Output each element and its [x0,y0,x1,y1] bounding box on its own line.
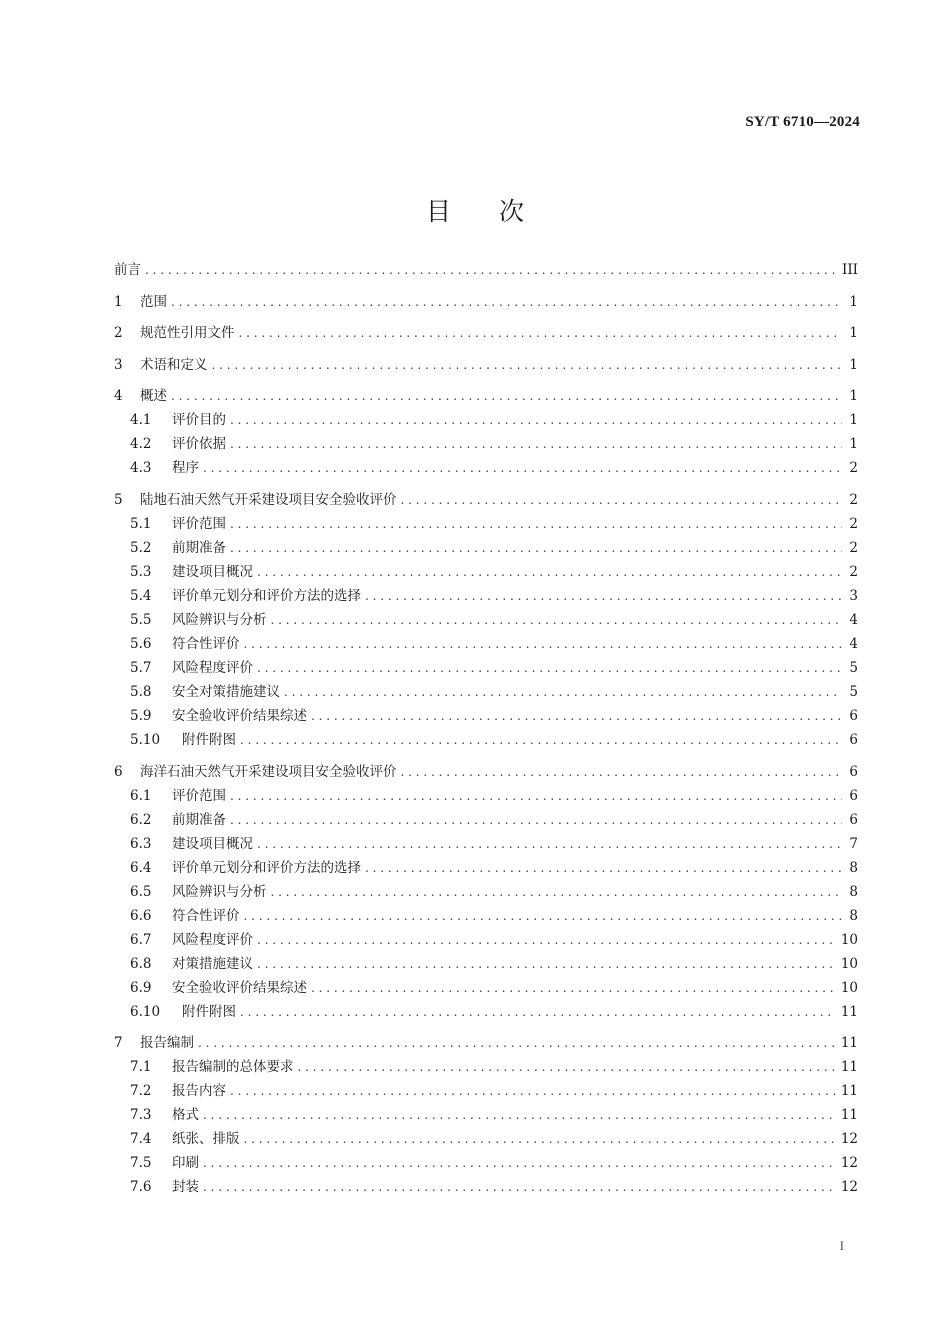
toc-entry[interactable] [114,728,858,752]
toc-leader-dots [145,258,836,282]
toc-entry[interactable] [114,1127,858,1151]
toc-entry-label: 前期准备 [172,539,226,556]
toc-leader-dots [244,904,843,928]
toc-entry[interactable] [114,928,858,952]
toc-entry-number: 7.4 [130,1131,152,1148]
toc-entry-page: 1 [849,436,858,453]
toc-entry-page: 1 [849,388,858,405]
toc-entry-number: 5.10 [130,731,161,748]
toc-entry[interactable] [114,560,858,584]
toc-entry-number: 5.3 [130,563,152,580]
toc-leader-dots [257,952,835,976]
toc-leader-dots [244,632,843,656]
toc-entry-label: 报告内容 [172,1083,226,1100]
toc-entry-label: 评价范围 [172,787,226,804]
toc-entry[interactable] [114,1103,858,1127]
toc-entry-page: 7 [849,835,858,852]
toc-entry-label: 范围 [140,293,167,310]
toc-leader-dots [230,784,842,808]
toc-entry-label: 附件附图 [182,731,236,748]
toc-leader-dots [257,656,842,680]
toc-leader-dots [240,1000,835,1024]
toc-entry-page: 8 [849,883,858,900]
toc-leader-dots [257,928,835,952]
toc-entry-number: 5.8 [130,683,152,700]
toc-entry-number: 7.2 [130,1083,152,1100]
toc-entry-page: 12 [840,1179,858,1196]
toc-leader-dots [198,1031,835,1055]
toc-entry-number: 6.3 [130,835,152,852]
toc-leader-dots [230,432,842,456]
standard-code: SY/T 6710—2024 [745,114,860,130]
toc-entry[interactable] [114,384,858,408]
toc-entry-number: 5.2 [130,539,152,556]
toc-entry[interactable] [114,832,858,856]
toc-entry-page: 2 [849,515,858,532]
toc-leader-dots [230,512,842,536]
toc-entry-number: 6.8 [130,955,152,972]
toc-leader-dots [401,488,843,512]
toc-entry[interactable] [114,353,858,377]
toc-entry-page: 1 [849,356,858,373]
toc-entry[interactable] [114,1079,858,1103]
toc-entry[interactable] [114,512,858,536]
toc-entry-page: 8 [849,859,858,876]
toc-entry-label: 安全对策措施建议 [172,683,280,700]
toc-leader-dots [230,808,842,832]
toc-entry-number: 4.1 [130,412,152,429]
toc-entry-page: 4 [849,611,858,628]
toc-entry[interactable] [114,1031,858,1055]
toc-entry-page: 12 [840,1131,858,1148]
toc-entry-page: 11 [840,1107,858,1124]
toc-entry[interactable] [114,632,858,656]
toc-entry-number: 7.3 [130,1107,152,1124]
toc-entry-label: 海洋石油天然气开采建设项目安全验收评价 [140,763,397,780]
toc-entry-page: 2 [849,460,858,477]
toc-entry-number: 7.5 [130,1155,152,1172]
toc-title [0,192,950,228]
toc-entry-page: 6 [849,811,858,828]
toc-leader-dots [257,560,842,584]
toc-entry-label: 符合性评价 [172,635,240,652]
toc-entry-page: 10 [840,955,858,972]
toc-leader-dots [365,856,842,880]
toc-entry-label: 风险辨识与分析 [172,611,267,628]
toc-entry-label: 安全验收评价结果综述 [172,707,307,724]
toc-entry[interactable] [114,408,858,432]
toc-entry[interactable] [114,488,858,512]
toc-entry-label: 规范性引用文件 [140,325,235,342]
toc-entry[interactable] [114,1151,858,1175]
toc-entry-label: 符合性评价 [172,907,240,924]
toc-entry-label: 风险辨识与分析 [172,883,267,900]
toc-entry-page: 3 [849,587,858,604]
toc-entry[interactable] [114,456,858,480]
toc-leader-dots [240,728,842,752]
toc-leader-dots [311,704,842,728]
toc-entry[interactable] [114,321,858,345]
toc-entry-number: 1 [114,293,123,310]
toc-leader-dots [257,832,842,856]
toc-leader-dots [271,608,843,632]
toc-entry-page: 6 [849,707,858,724]
toc-title-char-1: 目 [425,197,451,226]
toc-entry-label: 评价目的 [172,412,226,429]
toc-entry[interactable] [114,880,858,904]
toc-leader-dots [203,456,842,480]
toc-entry-number: 4.3 [130,460,152,477]
toc-entry-label: 陆地石油天然气开采建设项目安全验收评价 [140,491,397,508]
toc-entry-label: 前言 [114,262,141,278]
toc-entry-label: 报告编制 [140,1035,194,1052]
toc-leader-dots [239,321,843,345]
toc-leader-dots [311,976,835,1000]
toc-entry-number: 6.10 [130,1003,161,1020]
toc-leader-dots [212,353,843,377]
toc-entry-label: 建设项目概况 [172,563,253,580]
toc-entry-page: 4 [849,635,858,652]
toc-leader-dots [230,1079,835,1103]
toc-entry[interactable] [114,608,858,632]
toc-entry-label: 前期准备 [172,811,226,828]
table-of-contents [114,258,858,1199]
toc-leader-dots [401,760,843,784]
toc-entry[interactable] [114,432,858,456]
toc-entry-label: 印刷 [172,1155,199,1172]
toc-entry-page: 5 [849,659,858,676]
toc-leader-dots [365,584,842,608]
toc-entry-label: 建设项目概况 [172,835,253,852]
toc-entry-label: 纸张、排版 [172,1131,240,1148]
toc-entry-page: 6 [849,763,858,780]
toc-entry-label: 封装 [172,1179,199,1196]
toc-entry-page: 11 [840,1083,858,1100]
toc-entry-number: 5.6 [130,635,152,652]
toc-leader-dots [203,1151,835,1175]
toc-entry-number: 7 [114,1035,123,1052]
toc-entry[interactable] [114,976,858,1000]
toc-entry[interactable] [114,856,858,880]
toc-entry-number: 5.5 [130,611,152,628]
toc-leader-dots [171,290,842,314]
toc-entry[interactable] [114,656,858,680]
toc-entry-number: 6 [114,763,123,780]
toc-entry-number: 6.5 [130,883,152,900]
toc-entry-page: 2 [849,491,858,508]
toc-entry[interactable] [114,952,858,976]
toc-entry[interactable] [114,784,858,808]
toc-entry-number: 6.9 [130,979,152,996]
toc-entry-number: 6.1 [130,787,152,804]
toc-entry-number: 4 [114,388,123,405]
toc-entry-page: 5 [849,683,858,700]
toc-entry[interactable] [114,808,858,832]
toc-leader-dots [284,680,842,704]
toc-entry-page: 2 [849,539,858,556]
toc-entry-page: 1 [849,412,858,429]
toc-leader-dots [244,1127,835,1151]
toc-entry[interactable] [114,258,858,282]
toc-entry-number: 6.6 [130,907,152,924]
toc-entry-page: 8 [849,907,858,924]
toc-entry-label: 报告编制的总体要求 [172,1059,294,1076]
toc-leader-dots [203,1175,835,1199]
toc-title-char-2: 次 [499,197,525,226]
toc-entry-number: 5.7 [130,659,152,676]
toc-leader-dots [203,1103,835,1127]
toc-entry-label: 附件附图 [182,1003,236,1020]
toc-entry-label: 术语和定义 [140,356,208,373]
toc-entry-page: 2 [849,563,858,580]
toc-entry-label: 评价范围 [172,515,226,532]
toc-entry[interactable] [114,760,858,784]
toc-entry-number: 7.6 [130,1179,152,1196]
toc-entry-number: 5 [114,491,123,508]
toc-entry-page: 12 [840,1155,858,1172]
toc-entry-label: 对策措施建议 [172,955,253,972]
toc-entry-page: 10 [840,979,858,996]
toc-entry-page: 6 [849,787,858,804]
toc-entry-label: 风险程度评价 [172,659,253,676]
toc-entry-label: 安全验收评价结果综述 [172,979,307,996]
toc-entry-number: 4.2 [130,436,152,453]
toc-entry[interactable] [114,1000,858,1024]
toc-leader-dots [230,536,842,560]
toc-entry[interactable] [114,904,858,928]
toc-entry-label: 格式 [172,1107,199,1124]
toc-entry-label: 评价单元划分和评价方法的选择 [172,859,361,876]
toc-entry-number: 5.1 [130,515,152,532]
toc-entry-label: 评价依据 [172,436,226,453]
toc-entry-page: 1 [849,293,858,310]
toc-leader-dots [271,880,843,904]
toc-entry[interactable] [114,290,858,314]
toc-entry-page: 11 [840,1003,858,1020]
toc-entry-number: 2 [114,325,123,342]
toc-entry-page: 11 [840,1059,858,1076]
toc-entry-number: 6.4 [130,859,152,876]
toc-entry[interactable] [114,584,858,608]
toc-entry-label: 评价单元划分和评价方法的选择 [172,587,361,604]
toc-entry-label: 程序 [172,460,199,477]
toc-entry-page: 11 [840,1035,858,1052]
toc-entry-page: 6 [849,731,858,748]
toc-leader-dots [230,408,842,432]
toc-leader-dots [298,1055,835,1079]
toc-entry[interactable] [114,704,858,728]
toc-entry-page: 10 [840,931,858,948]
toc-entry-number: 5.4 [130,587,152,604]
toc-entry-page: III [842,262,858,278]
toc-entry-number: 5.9 [130,707,152,724]
toc-entry-number: 6.2 [130,811,152,828]
toc-entry-page: 1 [849,325,858,342]
toc-entry[interactable] [114,1055,858,1079]
toc-entry-label: 风险程度评价 [172,931,253,948]
toc-entry-label: 概述 [140,388,167,405]
toc-entry-number: 7.1 [130,1059,152,1076]
toc-entry[interactable] [114,536,858,560]
page-number: I [839,1238,844,1253]
toc-entry[interactable] [114,680,858,704]
toc-entry-number: 6.7 [130,931,152,948]
toc-leader-dots [171,384,842,408]
toc-entry[interactable] [114,1175,858,1199]
toc-entry-number: 3 [114,356,123,373]
